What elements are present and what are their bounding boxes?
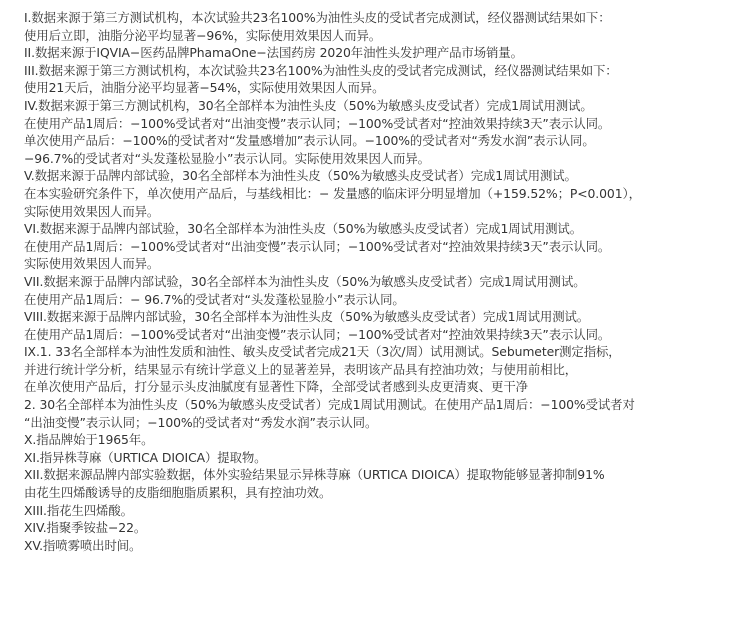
footnote-line: “出油变慢”表示认同；−100%的受试者对“秀发水润”表示认同。 xyxy=(24,414,378,430)
footnote-line: 2. 30名全部样本为油性头皮（50%为敏感头皮受试者）完成1周试用测试。在使用产品1周后：−100%受试者对 xyxy=(24,397,635,413)
footnote-line: 在使用产品1周后：−100%受试者对“出油变慢”表示认同；−100%受试者对“控油效果持续3天”表示认同。 xyxy=(24,115,611,131)
footnote-line: XIII.指花生四烯酸。 xyxy=(24,502,133,518)
footnote-line: VI.数据来源于品牌内部试验，30名全部样本为油性头皮（50%为敏感头皮受试者）完成1周试用测试。 xyxy=(24,221,582,237)
footnotes-list xyxy=(24,9,740,554)
footnote-line: 实际使用效果因人而异。 xyxy=(24,256,160,272)
footnote-line: 使用后立即，油脂分泌平均显著−96%，实际使用效果因人而异。 xyxy=(24,27,382,43)
footnote-line: XV.指喷雾喷出时间。 xyxy=(24,537,142,553)
footnote-line: 在使用产品1周后：− 96.7%的受试者对“头发蓬松显脸小”表示认同。 xyxy=(24,291,405,307)
footnote-line: 在使用产品1周后：−100%受试者对“出油变慢”表示认同；−100%受试者对“控油效果持续3天”表示认同。 xyxy=(24,238,611,254)
footnote-line: III.数据来源于第三方测试机构，本次试验共23名100%为油性头皮的受试者完成测试，经仪器测试结果如下： xyxy=(24,62,618,78)
footnote-line: VII.数据来源于品牌内部试验，30名全部样本为油性头皮（50%为敏感头皮受试者）完成1周试用测试。 xyxy=(24,273,586,289)
footnote-line: 在使用产品1周后：−100%受试者对“出油变慢”表示认同；−100%受试者对“控油效果持续3天”表示认同。 xyxy=(24,326,611,342)
footnote-line: VIII.数据来源于品牌内部试验，30名全部样本为油性头皮（50%为敏感头皮受试者）完成1周试用测试。 xyxy=(24,309,590,325)
footnote-line: X.指品牌始于1965年。 xyxy=(24,432,154,448)
footnote-line: 在单次使用产品后，打分显示头皮油腻度有显著性下降，全部受试者感到头皮更清爽、更干净 xyxy=(24,379,528,395)
footnote-line: 使用21天后，油脂分泌平均显著−54%，实际使用效果因人而异。 xyxy=(24,80,385,96)
footnote-line: V.数据来源于品牌内部试验，30名全部样本为油性头皮（50%为敏感头皮受试者）完成1周试用测试。 xyxy=(24,168,577,184)
footnote-line: IX.1. 33名全部样本为油性发质和油性、敏头皮受试者完成21天（3次/周）试用测试。Sebumeter测定指标， xyxy=(24,344,621,360)
footnote-line: XII.数据来源品牌内部实验数据，体外实验结果显示异株荨麻（URTICA DIOICA）提取物能够显著抑制91% xyxy=(24,467,605,483)
footnote-line: −96.7%的受试者对“头发蓬松显脸小”表示认同。实际使用效果因人而异。 xyxy=(24,150,430,166)
footnote-line: 在本实验研究条件下，单次使用产品后，与基线相比：− 发量感的临床评分明显增加（+159.52%；P<0.001）， xyxy=(24,185,641,201)
footnote-line: IV.数据来源于第三方测试机构，30名全部样本为油性头皮（50%为敏感头皮受试者）完成1周试用测试。 xyxy=(24,97,593,113)
footnote-line: II.数据来源于IQVIA−医药品牌PhamaOne−法国药房 2020年油性头发护理产品市场销量。 xyxy=(24,45,523,61)
footnote-line: 并进行统计学分析，结果显示有统计学意义上的显著差异，表明该产品具有控油功效；与使用前相比， xyxy=(24,361,578,377)
footnote-line: XIV.指聚季铵盐−22。 xyxy=(24,520,147,536)
footnote-line: 实际使用效果因人而异。 xyxy=(24,203,160,219)
footnote-line: I.数据来源于第三方测试机构，本次试验共23名100%为油性头皮的受试者完成测试，经仪器测试结果如下： xyxy=(24,10,611,25)
footnote-line: XI.指异株荨麻（URTICA DIOICA）提取物。 xyxy=(24,449,267,465)
footnote-line: 由花生四烯酸诱导的皮脂细胞脂质累积，具有控油功效。 xyxy=(24,485,332,501)
footnote-line: 单次使用产品后：−100%的受试者对“发量感增加”表示认同。−100%的受试者对“秀发水润”表示认同。 xyxy=(24,133,595,149)
